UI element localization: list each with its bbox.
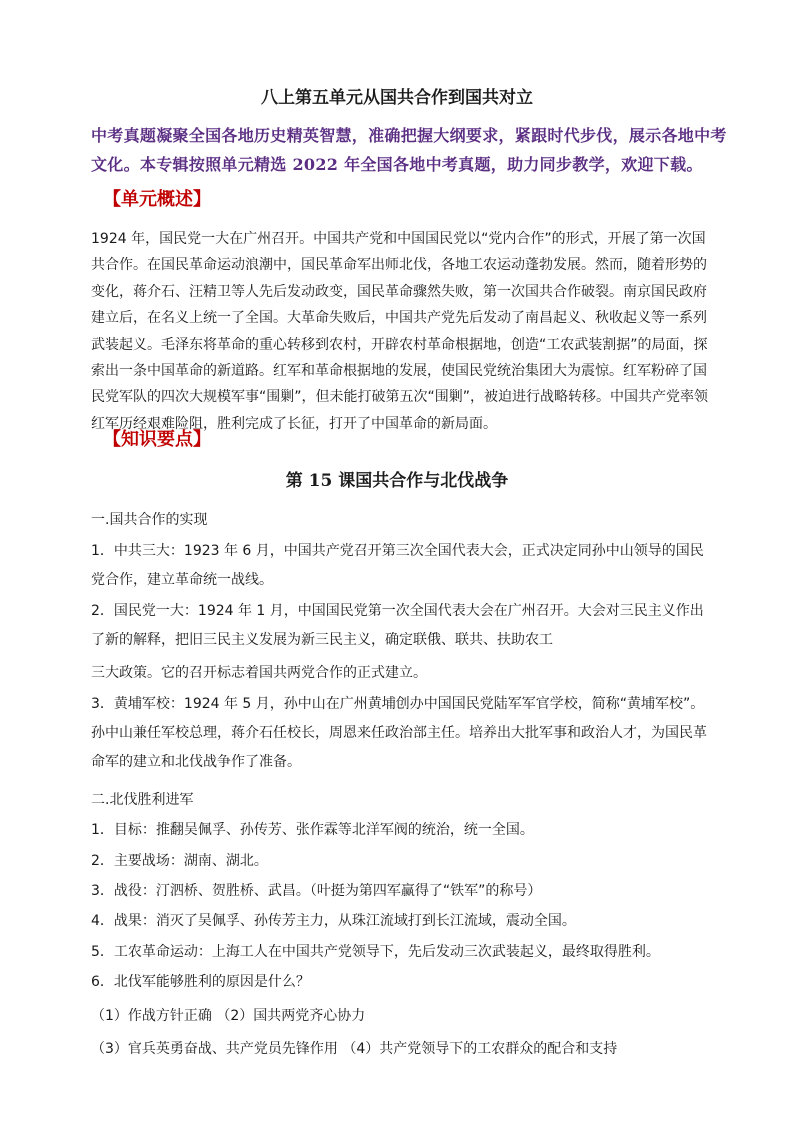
part2-heading: 二.北伐胜利进军 — [91, 792, 194, 808]
list-item-2: 2．主要战场：湖南、湖北。 — [91, 853, 268, 869]
point-3: 3．黄埔军校：1924 年 5 月，孙中山在广州黄埔创办中国国民党陆军军官学校，简称“黄埔军校”。孙中山兼任军校总理，蒋介石任校长，周恩来任政治部主任。培养出大批军事和政治人才，为国民革命军的建立和北伐战争作了准备。 — [91, 696, 707, 770]
list-item-1: 1．目标：推翻吴佩孚、孙传芳、张作霖等北洋军阀的统治，统一全国。 — [91, 822, 534, 838]
list-item-6: 6．北伐军能够胜利的原因是什么？ — [91, 974, 310, 990]
list-item-5: 5．工农革命运动：上海工人在中国共产党领导下，先后发动三次武装起义，最终取得胜利。 — [91, 944, 660, 960]
point-2b: 三大政策。它的召开标志着国共两党合作的正式建立。 — [91, 665, 427, 681]
list-item-4: 4．战果：消灭了吴佩孚、孙传芳主力，从珠江流域打到长江流域，震动全国。 — [91, 913, 576, 929]
reason-line-1: （1）作战方针正确 （2）国共两党齐心协力 — [91, 1008, 366, 1024]
overview-paragraph: 1924 年，国民党一大在广州召开。中国共产党和中国国民党以“党内合作”的形式，开展了第一次国共合作。在国民革命运动浪潮中，国民革命军出师北伐，各地工农运动蓬勃发展。然而，随着形势的变化，蒋介石、汪精卫等人先后发动政变，国民革命骤然失败，第一次国共合作破裂。南京国民政府建立后，在名义上统一了全国。大革命失败后，中国共产党先后发动了南昌起义、秋收起义等一系列武装起义。毛泽东将革命的重心转移到农村，开辟农村革命根据地，创造“工农武装割据”的局面，探索出一条中国革命的新道路。红军和革命根据地的发展，使国民党统治集团大为震惊。红军粉碎了国民党军队的四次大规模军事“围剿”，但未能打破第五次“围剿”，被迫进行战略转移。中国共产党率领红军历经艰难险阻，胜利完成了长征，打开了中国革命的新局面。 — [91, 231, 709, 432]
point-1: 1．中共三大：1923 年 6 月，中国共产党召开第三次全国代表大会，正式决定同孙中山领导的国民党合作，建立革命统一战线。 — [91, 543, 704, 588]
section-overview-heading: 【单元概述】 — [103, 189, 211, 210]
reason-line-2: （3）官兵英勇奋战、共产党员先锋作用 （4）共产党领导下的工农群众的配合和支持 — [91, 1041, 618, 1057]
section-points-heading: 【知识要点】 — [103, 429, 211, 450]
lesson-title: 第 15 课国共合作与北伐战争 — [285, 471, 509, 491]
part1-heading: 一.国共合作的实现 — [91, 512, 208, 528]
document-title: 八上第五单元从国共合作到国共对立 — [261, 88, 533, 108]
point-2a: 2．国民党一大：1924 年 1 月，中国国民党第一次全国代表大会在广州召开。大会对三民主义作出了新的解释，把旧三民主义发展为新三民主义，确定联俄、联共、扶助农工 — [91, 603, 704, 648]
list-item-3: 3．战役：汀泗桥、贺胜桥、武昌。（叶挺为第四军赢得了“铁军”的称号） — [91, 883, 542, 899]
intro-text: 中考真题凝聚全国各地历史精英智慧，准确把握大纲要求，紧跟时代步伐，展示各地中考文化。本专辑按照单元精选 2022 年全国各地中考真题，助力同步教学，欢迎下载。 — [91, 126, 727, 174]
